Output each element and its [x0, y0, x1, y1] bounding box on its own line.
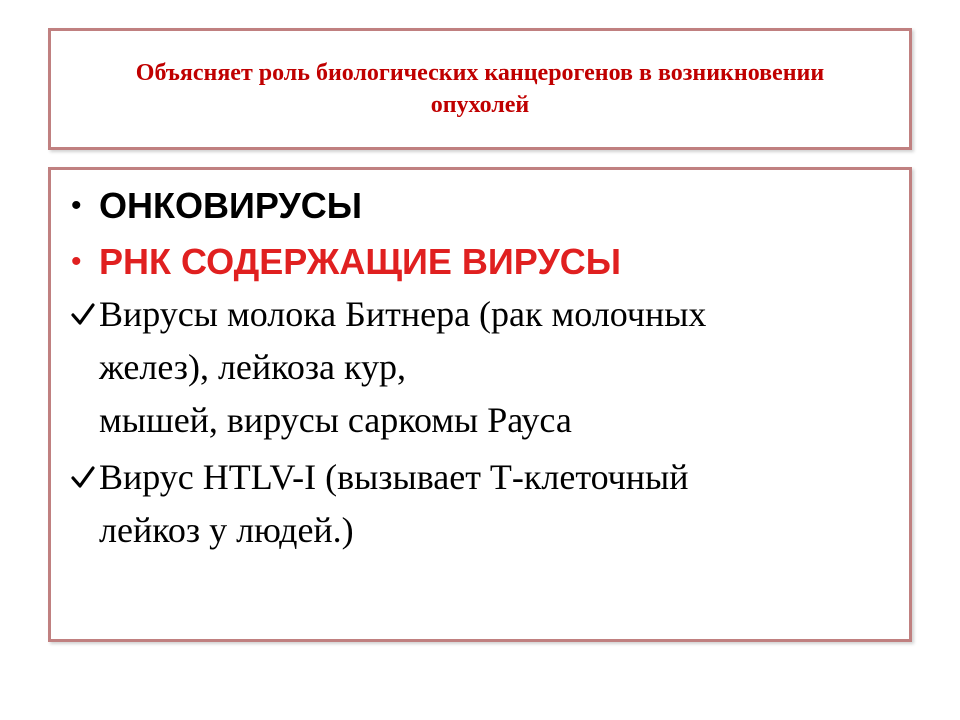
item-heading: РНК СОДЕРЖАЩИЕ ВИРУСЫ — [99, 241, 621, 282]
item-text-line: лейкоз у людей.) — [99, 510, 354, 550]
bullet-icon: • — [71, 189, 82, 222]
bullet-list — [71, 184, 891, 557]
item-text-line: мышей, вирусы саркомы Рауса — [99, 400, 572, 440]
list-item-bittner-viruses — [71, 288, 891, 447]
content-box — [48, 167, 912, 642]
item-heading: ОНКОВИРУСЫ — [99, 185, 363, 226]
slide-title: Объясняет роль биологических канцерогенов в возникновении опухолей — [135, 60, 825, 118]
list-item-htlv-virus — [71, 451, 891, 557]
item-text-line: Вирус HTLV-I (вызывает Т-клеточный — [99, 457, 689, 497]
list-item-rna-viruses — [71, 240, 891, 284]
item-text-line: желез), лейкоза кур, — [99, 347, 407, 387]
checkmark-icon — [71, 302, 95, 326]
bullet-icon: • — [71, 245, 82, 278]
list-item-onkoviruses — [71, 184, 891, 228]
item-text-line: Вирусы молока Битнера (рак молочных — [99, 294, 707, 334]
checkmark-icon — [71, 465, 95, 489]
title-box — [48, 28, 912, 150]
